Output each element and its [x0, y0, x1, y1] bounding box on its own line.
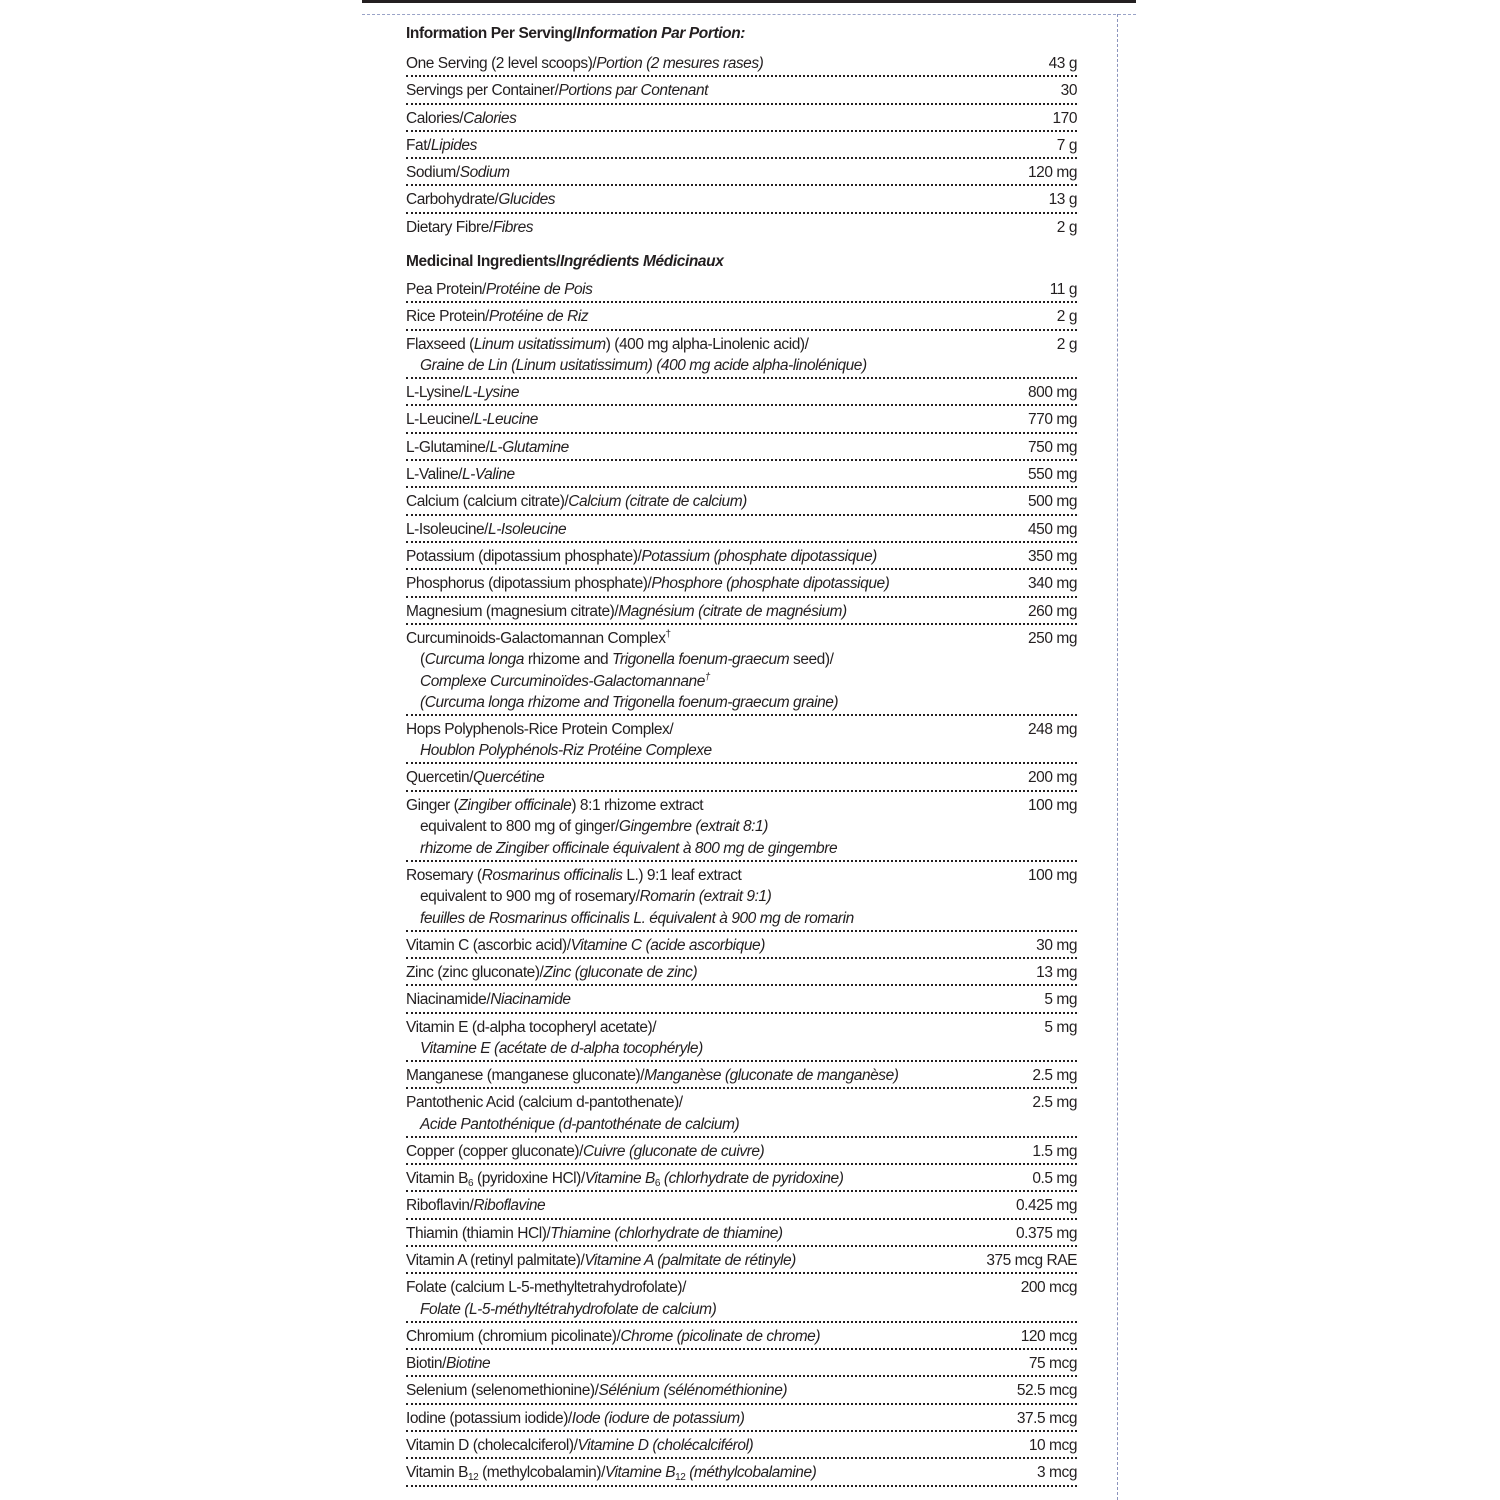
ingredient-label: [406, 1353, 1021, 1375]
amount-value: 0.375 mg: [1015, 1224, 1077, 1242]
ingredient-text: Sélénium (sélénométhionine): [598, 1382, 788, 1400]
ingredient-text: 6: [654, 1178, 661, 1190]
ingredient-label: [406, 108, 1044, 130]
ingredient-label: [406, 1092, 1024, 1135]
amount-value: 770 mg: [1028, 411, 1077, 429]
ingredient-text: Hops Polyphenols-Rice Protein Complex/: [406, 720, 674, 738]
ingredient-text: Curcuminoids-Galactomannan Complex: [406, 629, 666, 647]
amount-value: 170: [1052, 109, 1077, 127]
ingredient-text: seed)/: [789, 651, 834, 669]
ingredient-text: Carbohydrate/: [406, 191, 499, 209]
ingredient-text: Potassium (dipotassium phosphate)/: [406, 547, 642, 565]
ingredient-text: Romarin (extrait 9:1): [639, 888, 772, 906]
table-row: [406, 105, 1077, 132]
amount-value: 350 mg: [1028, 547, 1077, 565]
ingredient-text: Folate (calcium L-5-methyltetrahydrofolate)/: [406, 1279, 686, 1297]
ingredient-label: [406, 306, 1049, 328]
ingredient-text: Houblon Polyphénols-Riz Protéine Complexe: [420, 742, 712, 760]
ingredient-text: †: [704, 671, 711, 683]
amount-value: 120 mcg: [1020, 1327, 1077, 1345]
ingredient-text: Portion (2 mesures rases): [596, 55, 764, 72]
ingredient-text: (chlorhydrate de pyridoxine): [660, 1170, 844, 1188]
ingredient-label: [406, 279, 1042, 301]
ingredient-text: Copper (copper gluconate)/: [406, 1142, 583, 1160]
ingredient-text: Niacinamide: [490, 991, 571, 1009]
ingredient-vitamin-a: [406, 1247, 1077, 1274]
ingredient-label: [406, 989, 1036, 1011]
ingredient-text: Gingembre (extrait 8:1): [618, 818, 768, 836]
ingredient-label: [406, 719, 1020, 762]
ingredient-text: Trigonella foenum-graecum: [612, 651, 790, 669]
amount-value: 250 mg: [1028, 629, 1077, 647]
ingredient-label: [406, 1141, 1024, 1163]
ingredient-text: L-Glutamine: [489, 438, 569, 456]
ingredient-text: Glucides: [498, 191, 556, 209]
ingredient-vitamin-c: [406, 932, 1077, 959]
ingredient-label: [406, 1065, 1024, 1087]
ingredient-text: ) (400 mg alpha-Linolenic acid)/: [605, 335, 809, 353]
ingredient-potassium: [406, 543, 1077, 570]
ingredient-label: [406, 1408, 1009, 1430]
ingredient-text: Manganese (manganese gluconate)/: [406, 1067, 645, 1085]
ingredient-label: [406, 573, 1020, 595]
table-row: [406, 159, 1077, 186]
amount-value: 500 mg: [1028, 493, 1077, 511]
ingredient-curcuminoids: [406, 625, 1077, 716]
ingredient-manganese: [406, 1062, 1077, 1089]
ingredient-label: [406, 1435, 1021, 1457]
ingredient-label: [406, 1326, 1013, 1348]
ingredient-text: Vitamine D (cholécalciférol): [577, 1437, 754, 1454]
ingredient-label: [406, 935, 1028, 957]
ingredient-text: Fat/: [406, 136, 431, 154]
ingredient-text: L-Lysine/: [406, 384, 465, 402]
ingredient-text: Vitamine B: [604, 1464, 676, 1482]
amount-value: 37.5 mcg: [1016, 1409, 1077, 1427]
ingredient-valine: [406, 461, 1077, 488]
ingredient-text: Vitamine A (palmitate de rétinyle): [584, 1252, 796, 1270]
ingredient-text: (: [420, 651, 425, 669]
ingredient-label: [406, 80, 1053, 102]
ingredient-text: Protéine de Riz: [488, 308, 589, 326]
ingredient-text: Calories/: [406, 109, 464, 127]
ingredient-iodine: [406, 1405, 1077, 1432]
ingredient-text: Vitamin C (ascorbic acid)/: [406, 936, 571, 954]
ingredient-label: [406, 1277, 1013, 1320]
ingredient-text: Calcium (calcium citrate)/: [406, 493, 569, 511]
ingredient-text: Vitamine B: [584, 1170, 655, 1188]
ingredient-text: Chrome (picolinate de chrome): [620, 1327, 821, 1345]
ingredient-label: [406, 53, 1041, 75]
ingredient-label: [406, 601, 1020, 623]
cut-line-horizontal: [362, 14, 1136, 15]
amount-value: 3 mcg: [1037, 1464, 1077, 1482]
amount-value: 5 mg: [1044, 991, 1077, 1009]
ingredient-flaxseed: [406, 331, 1077, 380]
ingredient-label: [406, 437, 1020, 459]
ingredient-text: Portions par Contenant: [558, 82, 708, 100]
amount-value: 10 mcg: [1028, 1437, 1077, 1454]
amount-value: 11 g: [1049, 281, 1077, 299]
ingredient-label: [406, 334, 1049, 377]
ingredient-text: Zingiber officinale: [458, 796, 572, 814]
ingredient-vitamin-b6: [406, 1165, 1077, 1192]
table-row: [406, 132, 1077, 159]
ingredient-text: Magnesium (magnesium citrate)/: [406, 602, 619, 620]
amount-value: 52.5 mcg: [1016, 1382, 1077, 1400]
table-row: [406, 50, 1077, 77]
amount-value: 2.5 mg: [1032, 1067, 1077, 1085]
ingredient-text: L-Lysine: [464, 384, 519, 402]
serving-info-title: [406, 23, 1077, 50]
ingredient-text: Graine de Lin (Linum usitatissimum) (400 mg acide alpha-linolénique): [420, 357, 867, 375]
ingredient-pantothenic-acid: [406, 1089, 1077, 1138]
amount-value: 375 mcg RAE: [986, 1252, 1077, 1270]
ingredient-text: Vitamine C (acide ascorbique): [570, 936, 765, 954]
amount-value: 43 g: [1048, 55, 1077, 72]
ingredient-text: Zinc (zinc gluconate)/: [406, 963, 544, 981]
ingredient-riboflavin: [406, 1192, 1077, 1219]
ingredient-label: [406, 1223, 1008, 1245]
ingredient-text: Chromium (chromium picolinate)/: [406, 1327, 621, 1345]
ingredient-text: equivalent to 800 mg of ginger/: [420, 818, 619, 836]
amount-value: 450 mg: [1028, 520, 1077, 538]
ingredient-vitamin-d: [406, 1432, 1077, 1459]
amount-value: 75 mcg: [1028, 1355, 1077, 1373]
ingredient-text: Riboflavine: [473, 1197, 546, 1215]
top-rule: [362, 0, 1136, 3]
ingredient-text: equivalent to 900 mg of rosemary/: [420, 888, 640, 906]
ingredient-text: Calories: [463, 109, 517, 127]
ingredient-chromium: [406, 1323, 1077, 1350]
amount-value: 2 g: [1056, 308, 1077, 326]
amount-value: 100 mg: [1028, 796, 1077, 814]
ingredient-label: [406, 162, 1020, 184]
ingredient-phosphorus: [406, 570, 1077, 597]
ingredient-label: [406, 135, 1049, 157]
ingredient-text: (pyridoxine HCl)/: [473, 1170, 585, 1188]
ingredient-text: Vitamin A (retinyl palmitate)/: [406, 1252, 585, 1270]
ingredient-text: (methylcobalamin)/: [478, 1464, 605, 1482]
ingredient-text: Linum usitatissimum: [473, 335, 606, 353]
ingredient-text: 6: [468, 1178, 474, 1190]
ingredient-text: Ginger (: [406, 796, 459, 814]
ingredient-text: Vitamin B: [406, 1464, 468, 1482]
ingredient-text: Vitamin D (cholecalciferol)/: [406, 1437, 578, 1454]
ingredient-quercetin: [406, 764, 1077, 791]
ingredient-text: Lipides: [430, 136, 477, 154]
amount-value: 260 mg: [1028, 602, 1077, 620]
ingredient-vitamin-b12: [406, 1459, 1077, 1486]
amount-value: 5 mg: [1044, 1018, 1077, 1036]
ingredient-text: L-Isoleucine/: [406, 520, 489, 538]
ingredient-label: [406, 628, 1020, 714]
ingredient-label: [406, 189, 1041, 211]
ingredient-label: [406, 865, 1020, 930]
cut-line-vertical: [1117, 14, 1118, 1500]
ingredient-text: (Curcuma longa rhizome and Trigonella foenum-graecum graine): [420, 694, 839, 712]
amount-value: 2 g: [1056, 335, 1077, 353]
ingredient-label: [406, 1168, 1024, 1190]
ingredient-text: Biotine: [445, 1355, 491, 1373]
ingredient-label: [406, 962, 1028, 984]
ingredient-text: Zinc (gluconate de zinc): [543, 963, 698, 981]
ingredient-hops: [406, 716, 1077, 765]
ingredient-lysine: [406, 379, 1077, 406]
ingredient-label: [406, 217, 1049, 239]
amount-value: 200 mcg: [1020, 1279, 1077, 1297]
ingredient-label: [406, 1195, 1008, 1217]
ingredient-vitamin-e: [406, 1014, 1077, 1063]
ingredient-text: L-Leucine: [473, 411, 538, 429]
ingredient-text: Sodium: [459, 164, 510, 182]
ingredient-text: Rice Protein/: [406, 308, 489, 326]
ingredient-label: [406, 795, 1020, 860]
amount-value: 800 mg: [1028, 384, 1077, 402]
ingredient-text: Curcuma longa: [424, 651, 524, 669]
table-row: [406, 214, 1077, 241]
amount-value: 2 g: [1056, 218, 1077, 236]
table-row: [406, 77, 1077, 104]
ingredient-text: Servings per Container/: [406, 82, 559, 100]
ingredient-text: L-Leucine/: [406, 411, 474, 429]
ingredient-text: Pea Protein/: [406, 281, 486, 299]
ingredient-text: Magnésium (citrate de magnésium): [618, 602, 847, 620]
amount-value: 550 mg: [1028, 466, 1077, 484]
ingredient-rice-protein: [406, 303, 1077, 330]
ingredient-text: Complexe Curcuminoïdes-Galactomannane: [420, 672, 705, 690]
ingredient-text: Ingrédients Médicinaux: [559, 253, 724, 271]
ingredient-text: Rosemary (: [406, 866, 482, 884]
ingredient-text: Iode (iodure de potassium): [571, 1409, 745, 1427]
ingredient-text: Fibres: [492, 218, 534, 236]
ingredient-text: Quercetin/: [406, 769, 474, 787]
ingredient-text: rhizome and: [523, 651, 613, 669]
ingredient-label: [406, 1380, 1009, 1402]
medicinal-ingredients-title: [406, 251, 1077, 276]
ingredient-text: Folate (L-5-méthyltétrahydrofolate de calcium): [420, 1300, 717, 1318]
ingredient-zinc: [406, 959, 1077, 986]
ingredient-text: Vitamin E (d-alpha tocopheryl acetate)/: [406, 1018, 657, 1036]
ingredient-label: [406, 491, 1020, 513]
ingredient-niacinamide: [406, 986, 1077, 1013]
ingredient-leucine: [406, 406, 1077, 433]
ingredient-text: Cuivre (gluconate de cuivre): [583, 1142, 765, 1160]
ingredient-biotin: [406, 1350, 1077, 1377]
table-row: [406, 186, 1077, 213]
amount-value: 100 mg: [1028, 866, 1077, 884]
ingredient-text: Dietary Fibre/: [406, 218, 493, 236]
ingredient-text: L.) 9:1 leaf extract: [622, 866, 742, 884]
ingredient-text: L-Glutamine/: [406, 438, 490, 456]
ingredient-text: Riboflavin/: [406, 1197, 474, 1215]
ingredient-text: Biotin/: [406, 1355, 446, 1373]
ingredient-text: Pantothenic Acid (calcium d-pantothenate)/: [406, 1094, 683, 1112]
ingredient-text: Thiamine (chlorhydrate de thiamine): [550, 1224, 783, 1242]
ingredient-text: (méthylcobalamine): [685, 1464, 817, 1482]
ingredient-text: Flaxseed (: [406, 335, 474, 353]
ingredient-text: Acide Pantothénique (d-pantothénate de calcium): [420, 1115, 740, 1133]
ingredient-label: [406, 464, 1020, 486]
ingredient-text: Quercétine: [473, 769, 545, 787]
ingredient-glutamine: [406, 434, 1077, 461]
supplement-facts-panel: [406, 23, 1077, 1487]
ingredient-label: [406, 767, 1020, 789]
ingredient-rosemary: [406, 862, 1077, 932]
ingredient-label: [406, 1462, 1029, 1484]
amount-value: 30: [1060, 82, 1077, 100]
ingredient-text: 12: [468, 1472, 479, 1484]
ingredient-selenium: [406, 1377, 1077, 1404]
ingredient-label: [406, 546, 1020, 568]
ingredient-text: Thiamin (thiamin HCl)/: [406, 1224, 551, 1242]
ingredient-text: †: [665, 628, 671, 640]
ingredient-text: Calcium (citrate de calcium): [568, 493, 747, 511]
amount-value: 340 mg: [1028, 575, 1077, 593]
amount-value: 200 mg: [1028, 769, 1077, 787]
ingredient-isoleucine: [406, 516, 1077, 543]
ingredient-text: One Serving (2 level scoops)/: [406, 55, 597, 72]
ingredient-text: Phosphore (phosphate dipotassique): [651, 575, 890, 593]
ingredient-text: rhizome de Zingiber officinale équivalent à 800 mg de gingembre: [420, 839, 838, 857]
amount-value: 2.5 mg: [1032, 1094, 1077, 1112]
ingredient-text: feuilles de Rosmarinus officinalis L. équivalent à 900 mg de romarin: [420, 909, 854, 927]
amount-value: 1.5 mg: [1032, 1142, 1077, 1160]
amount-value: 750 mg: [1028, 438, 1077, 456]
ingredient-text: Vitamine E (acétate de d-alpha tocophéryle): [420, 1040, 703, 1058]
ingredient-label: [406, 1017, 1036, 1060]
ingredient-label: [406, 409, 1020, 431]
ingredient-calcium: [406, 488, 1077, 515]
ingredient-text: ) 8:1 rhizome extract: [571, 796, 704, 814]
ingredient-ginger: [406, 792, 1077, 862]
ingredient-pea-protein: [406, 276, 1077, 303]
amount-value: 248 mg: [1028, 720, 1077, 738]
ingredient-text: L-Valine: [461, 466, 515, 484]
ingredient-text: Medicinal Ingredients/: [406, 253, 560, 271]
amount-value: 0.5 mg: [1032, 1170, 1077, 1188]
ingredient-text: Manganèse (gluconate de manganèse): [644, 1067, 899, 1085]
amount-value: 30 mg: [1036, 936, 1077, 954]
ingredient-text: Information Par Portion:: [576, 25, 746, 42]
amount-value: 7 g: [1056, 136, 1077, 154]
ingredient-label: [406, 1250, 978, 1272]
amount-value: 0.425 mg: [1015, 1197, 1077, 1215]
ingredient-text: L-Valine/: [406, 466, 462, 484]
ingredient-copper: [406, 1138, 1077, 1165]
amount-value: 13 g: [1048, 191, 1077, 209]
ingredient-text: 12: [675, 1472, 686, 1484]
ingredient-magnesium: [406, 598, 1077, 625]
ingredient-label: [406, 519, 1020, 541]
ingredient-text: Niacinamide/: [406, 991, 491, 1009]
ingredient-text: Iodine (potassium iodide)/: [406, 1409, 572, 1427]
amount-value: 13 mg: [1036, 963, 1077, 981]
ingredient-thiamin: [406, 1220, 1077, 1247]
ingredient-text: Rosmarinus officinalis: [481, 866, 623, 884]
ingredient-label: [406, 382, 1020, 404]
ingredient-folate: [406, 1274, 1077, 1323]
ingredient-text: Phosphorus (dipotassium phosphate)/: [406, 575, 652, 593]
amount-value: 120 mg: [1028, 164, 1077, 182]
ingredient-text: Sodium/: [406, 164, 460, 182]
ingredient-text: Protéine de Pois: [485, 281, 593, 299]
ingredient-text: Vitamin B: [406, 1170, 468, 1188]
ingredient-text: Potassium (phosphate dipotassique): [641, 547, 877, 565]
ingredient-text: Selenium (selenomethionine)/: [406, 1382, 599, 1400]
ingredient-text: Information Per Serving/: [406, 25, 577, 42]
ingredient-text: L-Isoleucine: [488, 520, 567, 538]
